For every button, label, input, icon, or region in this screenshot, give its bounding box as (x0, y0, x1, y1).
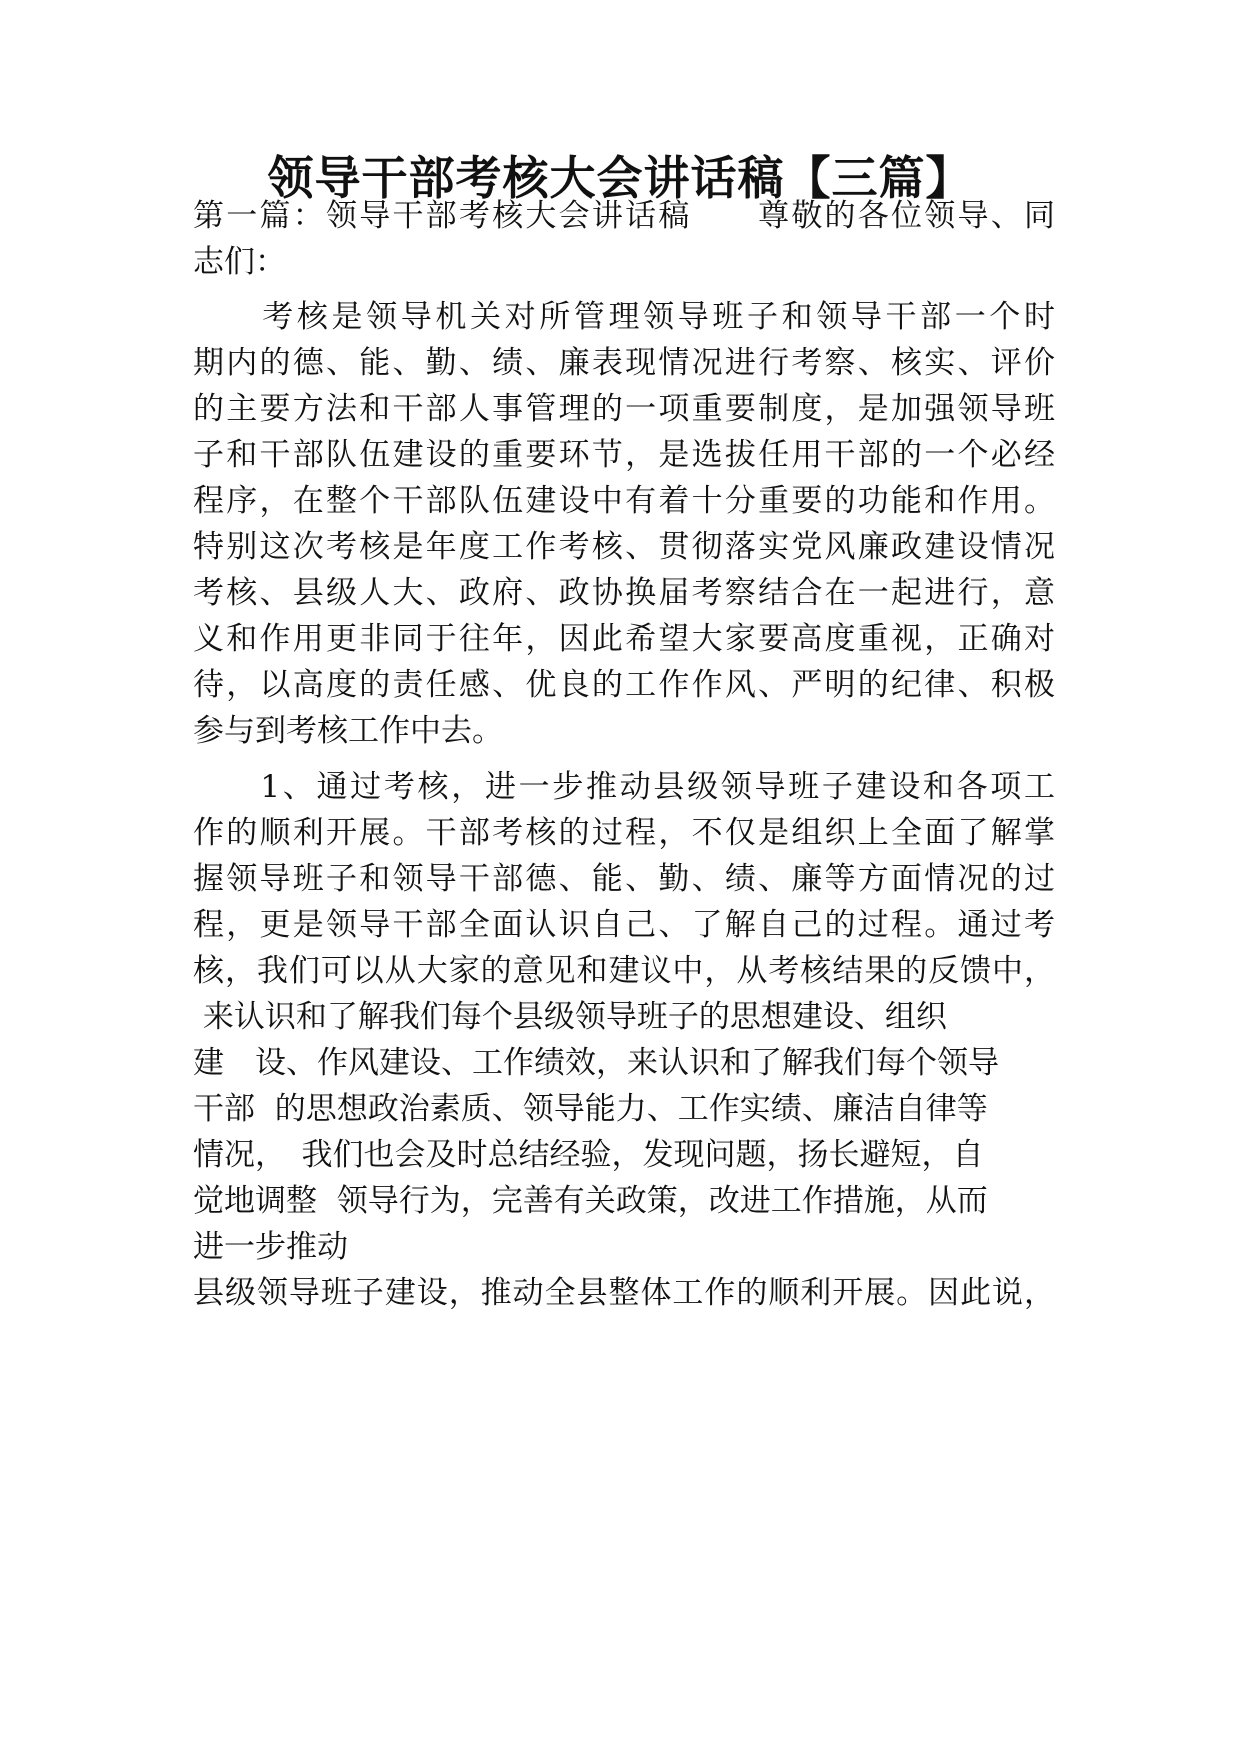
text-line: 待，以高度的责任感、优良的工作作风、严明的纪律、积极 (193, 667, 1055, 703)
text-line: 程，更是领导干部全面认识自己、了解自己的过程。通过考 (193, 907, 1055, 943)
text-line: 情况， 我们也会及时总结经验，发现问题，扬长避短，自 (193, 1137, 984, 1173)
text-line: 握领导班子和领导干部德、能、勤、绩、廉等方面情况的过 (193, 861, 1055, 897)
text-line: 参与到考核工作中去。 (193, 713, 503, 749)
text-line: 程序，在整个干部队伍建设中有着十分重要的功能和作用。 (193, 483, 1055, 519)
text-line: 作的顺利开展。干部考核的过程，不仅是组织上全面了解掌 (193, 815, 1055, 851)
text-line: 考核是领导机关对所管理领导班子和领导干部一个时 (193, 299, 1055, 335)
text-line: 觉地调整 领导行为，完善有关政策，改进工作措施，从而 (193, 1183, 988, 1219)
text-line: 考核、县级人大、政府、政协换届考察结合在一起进行，意 (193, 575, 1055, 611)
text-line: 义和作用更非同于往年，因此希望大家要高度重视，正确对 (193, 621, 1055, 657)
text-line: 干部 的思想政治素质、领导能力、工作实绩、廉洁自律等 (193, 1091, 988, 1127)
text-line: 县级领导班子建设，推动全县整体工作的顺利开展。因此说， (193, 1275, 1055, 1311)
document-title: 领导干部考核大会讲话稿【三篇】 (267, 151, 973, 205)
text-line: 子和干部队伍建设的重要环节，是选拔任用干部的一个必经 (193, 437, 1055, 473)
text-line: 建 设、作风建设、工作绩效，来认识和了解我们每个领导 (193, 1045, 999, 1081)
text-line: 第一篇：领导干部考核大会讲话稿 尊敬的各位领导、同 (193, 198, 1055, 234)
text-line: 核，我们可以从大家的意见和建议中，从考核结果的反馈中， (193, 953, 1055, 989)
text-line: 志们： (193, 244, 286, 280)
text-line: 1、通过考核，进一步推动县级领导班子建设和各项工 (193, 769, 1055, 805)
text-line: 特别这次考核是年度工作考核、贯彻落实党风廉政建设情况 (193, 529, 1055, 565)
text-line: 的主要方法和干部人事管理的一项重要制度，是加强领导班 (193, 391, 1055, 427)
text-line: 来认识和了解我们每个县级领导班子的思想建设、组织 (193, 999, 947, 1035)
text-line: 进一步推动 (193, 1229, 348, 1265)
text-line: 期内的德、能、勤、绩、廉表现情况进行考察、核实、评价 (193, 345, 1055, 381)
